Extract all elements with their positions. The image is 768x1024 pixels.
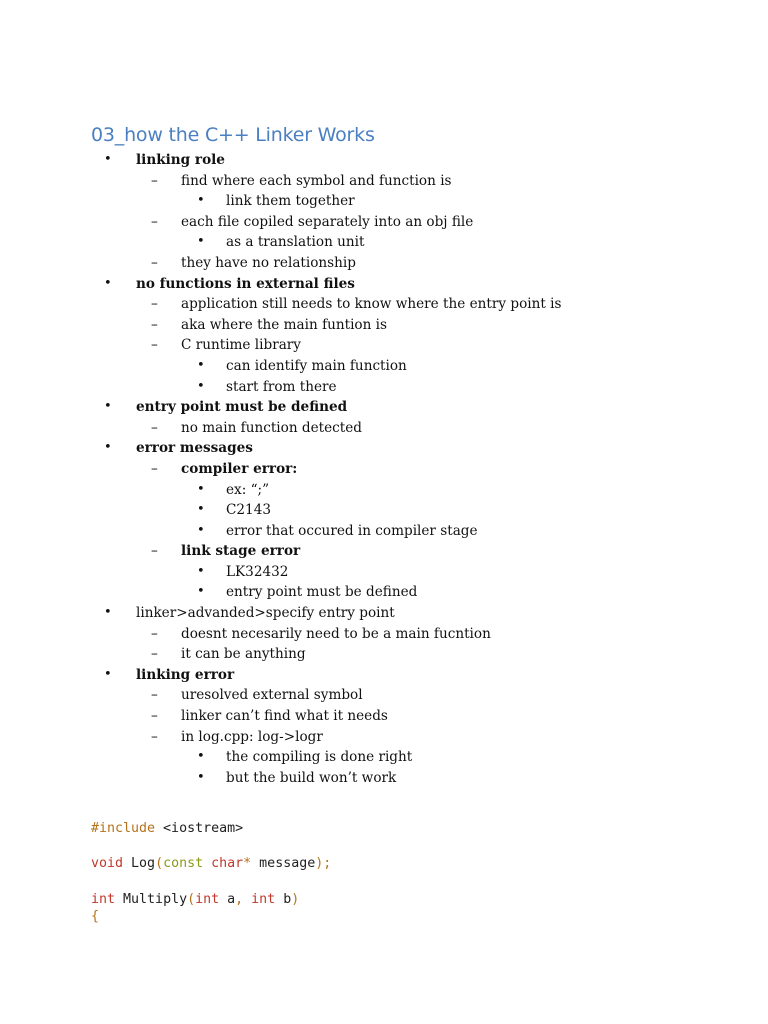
outline-item-level-2: [0, 212, 768, 233]
outline-item-text: linking error: [136, 666, 235, 683]
outline-item-text: no functions in external files: [136, 275, 355, 292]
outline-item-text: the compiling is done right: [226, 749, 413, 766]
outline-item-level-2: [0, 253, 768, 274]
outline-item-level-2: [0, 706, 768, 727]
outline-item-level-1: [0, 274, 768, 295]
bullet-icon: •: [197, 481, 205, 497]
outline-item-level-3: [0, 562, 768, 583]
outline-item-level-3: [0, 356, 768, 377]
code-block: [91, 820, 331, 926]
outline-item-level-1: [0, 438, 768, 459]
dash-bullet-icon: –: [151, 460, 158, 477]
outline-item-level-2: [0, 459, 768, 480]
outline-item-text: can identify main function: [226, 357, 407, 374]
outline-item-text: start from there: [226, 378, 337, 395]
bullet-icon: •: [104, 152, 112, 167]
outline-item-text: they have no relationship: [181, 254, 356, 271]
outline-item-level-1: [0, 665, 768, 686]
bullet-icon: •: [104, 605, 112, 621]
outline-item-text: error messages: [136, 440, 253, 457]
bullet-icon: •: [197, 769, 205, 785]
outline-item-text: uresolved external symbol: [181, 687, 363, 704]
outline-item-level-2: [0, 294, 768, 315]
outline-item-text: ex: “;”: [226, 481, 270, 498]
outline-item-text: linker can’t find what it needs: [181, 708, 388, 725]
outline-item-text: but the build won’t work: [226, 769, 397, 786]
bullet-icon: •: [104, 275, 112, 291]
outline-item-text: find where each symbol and function is: [181, 172, 452, 189]
outline-item-text: entry point must be defined: [226, 584, 418, 601]
outline-item-level-2: [0, 418, 768, 439]
outline-item-level-1: [0, 603, 768, 624]
code-line-multiply-signature: int Multiply(int a, int b): [91, 891, 300, 907]
dash-bullet-icon: –: [151, 419, 158, 436]
outline-item-level-1: [0, 397, 768, 418]
code-line-log-declaration: void Log(const char* message);: [91, 856, 332, 872]
outline-item-text: link stage error: [181, 543, 301, 560]
code-line-blank: [91, 838, 331, 856]
outline-item-text: aka where the main funtion is: [181, 316, 388, 333]
dash-bullet-icon: –: [151, 172, 158, 189]
outline-item-level-2: [0, 727, 768, 748]
dash-bullet-icon: –: [151, 337, 158, 354]
outline-item-text: entry point must be defined: [136, 399, 348, 416]
outline-item-level-2: [0, 171, 768, 192]
code-line-open-brace: {: [91, 909, 100, 925]
outline-item-level-3: [0, 377, 768, 398]
dash-bullet-icon: –: [151, 625, 158, 642]
dash-bullet-icon: –: [151, 728, 158, 745]
outline-item-level-2: [0, 541, 768, 562]
outline-item-level-2: [0, 335, 768, 356]
bullet-icon: •: [197, 522, 205, 538]
outline-item-text: C2143: [226, 502, 271, 519]
outline-item-text: doesnt necesarily need to be a main fucntion: [181, 625, 491, 642]
bullet-icon: •: [104, 666, 112, 682]
outline-item-text: each file copiled separately into an obj file: [181, 213, 474, 230]
notes-outline: [0, 150, 768, 788]
bullet-icon: •: [197, 584, 205, 600]
outline-item-level-2: [0, 624, 768, 645]
bullet-icon: •: [197, 749, 205, 765]
outline-item-level-3: [0, 500, 768, 521]
outline-item-level-2: [0, 315, 768, 336]
dash-bullet-icon: –: [151, 213, 158, 230]
outline-item-text: in log.cpp: log->logr: [181, 728, 323, 745]
bullet-icon: •: [104, 399, 112, 415]
outline-item-level-3: [0, 521, 768, 542]
bullet-icon: •: [197, 357, 205, 373]
bullet-icon: •: [197, 563, 205, 579]
outline-item-text: linker>advanded>specify entry point: [136, 605, 395, 622]
code-line-blank: [91, 873, 331, 891]
dash-bullet-icon: –: [151, 687, 158, 704]
outline-item-level-2: [0, 644, 768, 665]
outline-item-level-3: [0, 582, 768, 603]
outline-item-level-3: [0, 768, 768, 789]
bullet-icon: •: [197, 234, 205, 250]
outline-item-text: application still needs to know where the entry point is: [181, 296, 562, 313]
outline-item-level-3: [0, 480, 768, 501]
outline-item-text: compiler error:: [181, 460, 298, 477]
code-line-include: #include <iostream>: [91, 821, 244, 836]
outline-item-level-1: [0, 150, 768, 171]
outline-item-level-2: [0, 685, 768, 706]
dash-bullet-icon: –: [151, 708, 158, 725]
outline-item-level-3: [0, 191, 768, 212]
bullet-icon: •: [197, 193, 205, 209]
outline-item-text: it can be anything: [181, 646, 306, 663]
bullet-icon: •: [197, 378, 205, 394]
outline-item-text: linking role: [136, 152, 225, 168]
bullet-icon: •: [197, 502, 205, 518]
outline-item-text: error that occured in compiler stage: [226, 522, 478, 539]
dash-bullet-icon: –: [151, 296, 158, 313]
document-heading: 03_how the C++ Linker Works: [91, 124, 375, 146]
dash-bullet-icon: –: [151, 254, 158, 271]
dash-bullet-icon: –: [151, 646, 158, 663]
dash-bullet-icon: –: [151, 543, 158, 560]
outline-item-text: link them together: [226, 193, 355, 210]
outline-item-text: as a translation unit: [226, 234, 365, 251]
outline-item-text: no main function detected: [181, 419, 362, 436]
outline-item-text: C runtime library: [181, 337, 301, 354]
bullet-icon: •: [104, 440, 112, 456]
dash-bullet-icon: –: [151, 316, 158, 333]
outline-item-text: LK32432: [226, 563, 289, 580]
outline-item-level-3: [0, 747, 768, 768]
outline-item-level-3: [0, 232, 768, 253]
